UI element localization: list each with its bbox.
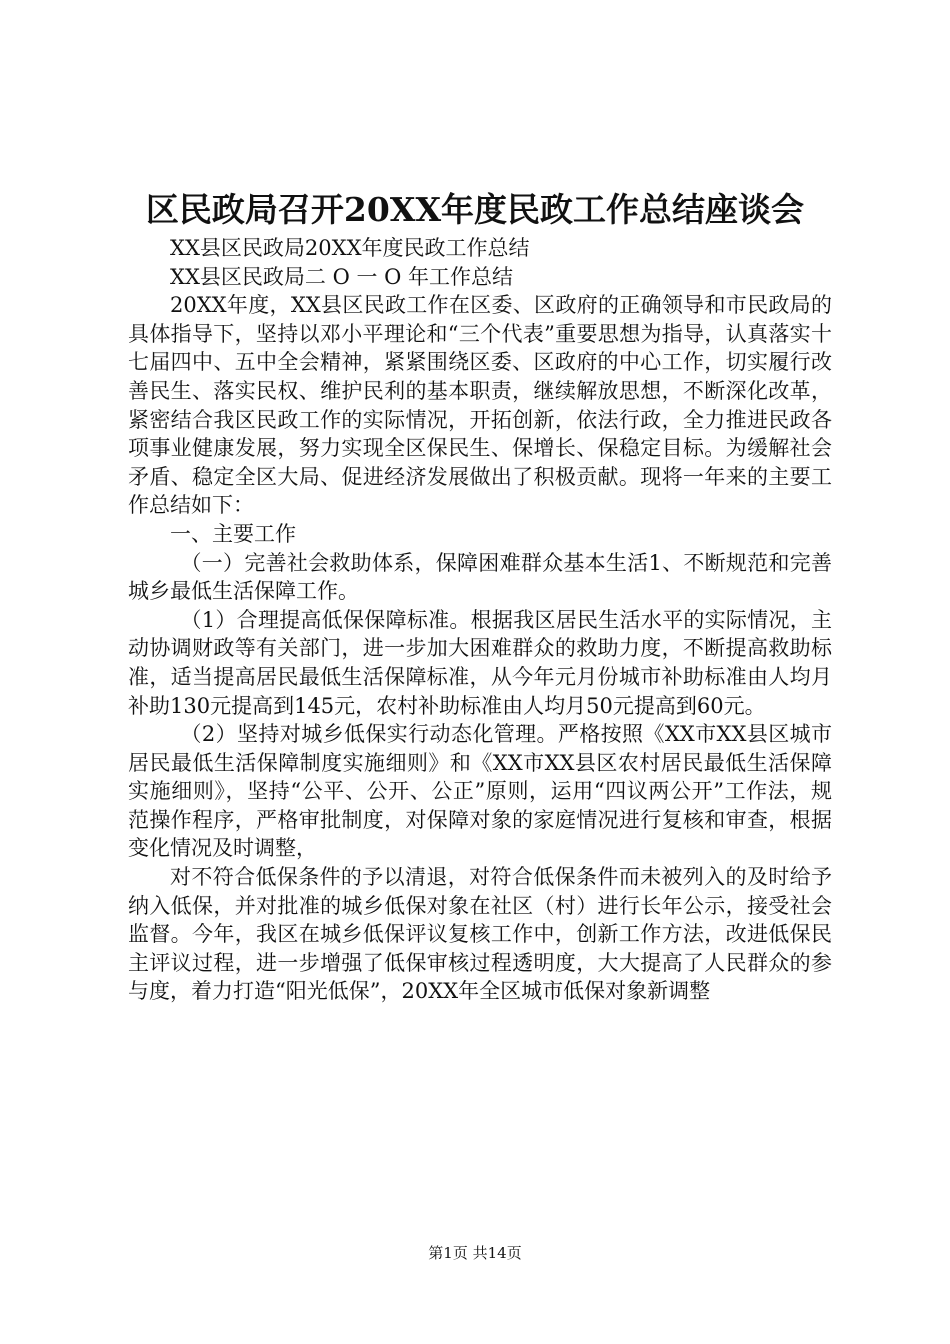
subtitle-line-2: XX县区民政局二 O 一 O 年工作总结 — [170, 264, 514, 289]
section-heading-main-work: 一、主要工作 — [170, 521, 296, 546]
intro-paragraph: 20XX年度，XX县区民政工作在区委、区政府的正确领导和市民政局的具体指导下，坚持以邓小平理论和“三个代表”重要思想为指导，认真落实十七届四中、五中全会精神，紧紧围绕区委、区政府的中心工作，切实履行改善民生、落实民权、维护民利的基本职责，继续解放思想，不断深化改革，紧密结合我区民政工作的实际情况，开拓创新，依法行政，全力推进民政各项事业健康发展，努力实现全区保民生、保增长、保稳定目标。为缓解社会矛盾、稳定全区大局、促进经济发展做出了积极贡献。现将一年来的主要工作总结如下： — [128, 293, 832, 518]
document-body — [128, 234, 832, 1006]
subtitle-line-1: XX县区民政局20XX年度民政工作总结 — [170, 236, 530, 260]
paragraph-continuation: 对不符合低保条件的予以清退，对符合低保条件而未被列入的及时给予纳入低保，并对批准的城乡低保对象在社区（村）进行长年公示，接受社会监督。今年，我区在城乡低保评议复核工作中，创新工作方法，改进低保民主评议过程，进一步增强了低保审核过程透明度，大大提高了人民群众的参与度，着力打造“阳光低保”，20XX年全区城市低保对象新调整 — [128, 865, 832, 1004]
document-title: 区民政局召开20XX年度民政工作总结座谈会 — [145, 190, 805, 229]
page-number-footer: 第1页 共14页 — [428, 1244, 522, 1262]
paragraph-item-1: （1）合理提高低保保障标准。根据我区居民生活水平的实际情况，主动协调财政等有关部门，进一步加大困难群众的救助力度，不断提高救助标准，适当提高居民最低生活保障标准，从今年元月份城市补助标准由人均月补助130元提高到145元，农村补助标准由人均月50元提高到60元。 — [128, 607, 832, 718]
subsection-heading-1: （一）完善社会救助体系，保障困难群众基本生活1、不断规范和完善城乡最低生活保障工作。 — [128, 550, 832, 604]
paragraph-item-2: （2）坚持对城乡低保实行动态化管理。严格按照《XX市XX县区城市居民最低生活保障制度实施细则》和《XX市XX县区农村居民最低生活保障实施细则》，坚持“公平、公开、公正”原则，运用“四议两公开”工作法，规范操作程序，严格审批制度，对保障对象的家庭情况进行复核和审查，根据变化情况及时调整， — [128, 722, 832, 861]
